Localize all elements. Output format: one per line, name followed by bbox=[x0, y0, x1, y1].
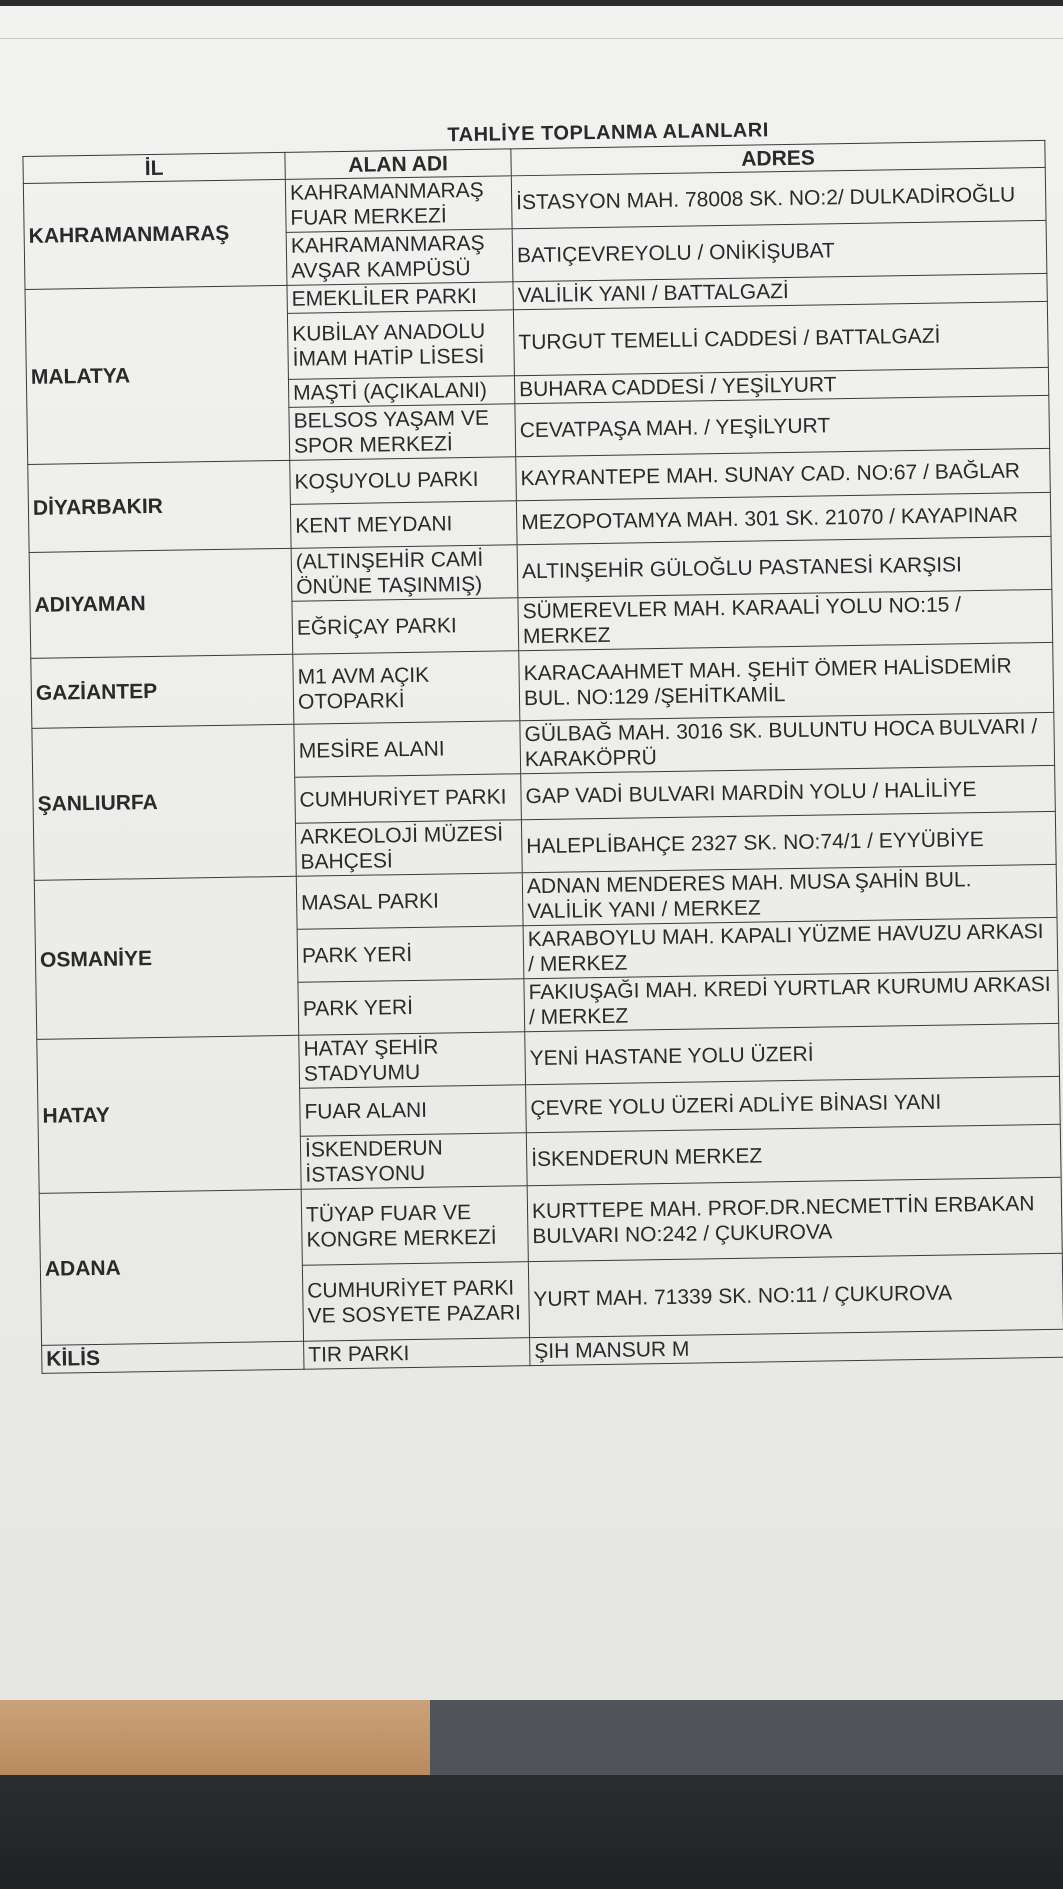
address-cell: YURT MAH. 71339 SK. NO:11 / ÇUKUROVA bbox=[528, 1253, 1063, 1337]
document bbox=[22, 114, 1063, 1374]
address-cell: GÜLBAĞ MAH. 3016 SK. BULUNTU HOCA BULVARI / KARAKÖPRÜ bbox=[520, 712, 1055, 773]
area-name-cell: TIR PARKI bbox=[304, 1338, 530, 1370]
column-header-alan-adi: ALAN ADI bbox=[285, 149, 511, 180]
area-name-cell: TÜYAP FUAR VE KONGRE MERKEZİ bbox=[301, 1186, 528, 1266]
dark-desk-surface bbox=[430, 1700, 1063, 1775]
province-cell: GAZİANTEP bbox=[31, 654, 294, 728]
province-cell: ADIYAMAN bbox=[29, 548, 293, 658]
address-cell: İSKENDERUN MERKEZ bbox=[526, 1124, 1061, 1185]
address-cell: CEVATPAŞA MAH. / YEŞİLYURT bbox=[515, 395, 1050, 456]
area-name-cell: M1 AVM AÇIK OTOPARKİ bbox=[293, 651, 520, 725]
province-cell: HATAY bbox=[37, 1035, 301, 1193]
area-name-cell: EMEKLİLER PARKI bbox=[287, 282, 513, 314]
address-cell: BATIÇEVREYOLU / ONİKİŞUBAT bbox=[512, 220, 1047, 281]
province-cell: OSMANİYE bbox=[34, 876, 298, 1039]
province-cell: ADANA bbox=[39, 1189, 303, 1345]
province-cell: ŞANLIURFA bbox=[32, 724, 296, 880]
area-name-cell: MASAL PARKI bbox=[296, 873, 523, 930]
province-cell: MALATYA bbox=[25, 285, 290, 464]
area-name-cell: MESİRE ALANI bbox=[294, 721, 521, 778]
area-name-cell: ARKEOLOJİ MÜZESİ BAHÇESİ bbox=[295, 820, 522, 877]
address-cell: KARACAAHMET MAH. ŞEHİT ÖMER HALİSDEMİR BUL. NO:129 /ŞEHİTKAMİL bbox=[519, 642, 1054, 720]
address-cell: TURGUT TEMELLİ CADDESİ / BATTALGAZİ bbox=[513, 301, 1048, 375]
province-cell: KİLİS bbox=[42, 1341, 304, 1373]
address-cell: İSTASYON MAH. 78008 SK. NO:2/ DULKADİROĞLU bbox=[511, 167, 1046, 228]
area-name-cell: EĞRİÇAY PARKI bbox=[292, 598, 519, 655]
wooden-surface bbox=[0, 1700, 430, 1775]
column-header-il: İL bbox=[23, 152, 285, 183]
area-name-cell: MAŞTİ (AÇIKALANI) bbox=[288, 376, 514, 408]
area-name-cell: İSKENDERUN İSTASYONU bbox=[300, 1133, 527, 1190]
area-name-cell: BELSOS YAŞAM VE SPOR MERKEZİ bbox=[289, 404, 516, 461]
address-cell: BUHARA CADDESİ / YEŞİLYURT bbox=[514, 367, 1048, 403]
area-name-cell: KENT MEYDANI bbox=[290, 501, 517, 549]
area-name-cell: PARK YERİ bbox=[297, 926, 524, 983]
assembly-areas-table bbox=[22, 140, 1063, 1374]
area-name-cell: (ALTINŞEHİR CAMİ ÖNÜNE TAŞINMIŞ) bbox=[291, 545, 518, 602]
table-body bbox=[23, 167, 1063, 1373]
paper-fold-line bbox=[0, 38, 1063, 39]
address-cell: SÜMEREVLER MAH. KARAALİ YOLU NO:15 / MERKEZ bbox=[518, 589, 1053, 650]
address-cell: MEZOPOTAMYA MAH. 301 SK. 21070 / KAYAPINAR bbox=[516, 492, 1051, 544]
province-cell: KAHRAMANMARAŞ bbox=[23, 179, 287, 289]
address-cell: HALEPLİBAHÇE 2327 SK. NO:74/1 / EYYÜBİYE bbox=[521, 811, 1056, 872]
address-cell: KURTTEPE MAH. PROF.DR.NECMETTİN ERBAKAN BULVARI NO:242 / ÇUKUROVA bbox=[527, 1177, 1062, 1261]
area-name-cell: CUMHURİYET PARKI bbox=[295, 774, 522, 824]
area-name-cell: KAHRAMANMARAŞ FUAR MERKEZİ bbox=[285, 176, 512, 233]
area-name-cell: KOŞUYOLU PARKI bbox=[290, 457, 517, 505]
area-name-cell: FUAR ALANI bbox=[300, 1085, 527, 1137]
address-cell: ŞIH MANSUR M bbox=[530, 1329, 1063, 1365]
area-name-cell: CUMHURİYET PARKI VE SOSYETE PAZARI bbox=[302, 1262, 529, 1342]
address-cell: KAYRANTEPE MAH. SUNAY CAD. NO:67 / BAĞLAR bbox=[516, 448, 1051, 500]
address-cell: KARABOYLU MAH. KAPALI YÜZME HAVUZU ARKASI / MERKEZ bbox=[523, 917, 1058, 978]
area-name-cell: PARK YERİ bbox=[298, 979, 525, 1036]
address-cell: ÇEVRE YOLU ÜZERİ ADLİYE BİNASI YANI bbox=[526, 1076, 1061, 1132]
column-header-adres: ADRES bbox=[511, 140, 1045, 175]
area-name-cell: HATAY ŞEHİR STADYUMU bbox=[299, 1032, 526, 1089]
area-name-cell: KAHRAMANMARAŞ AVŞAR KAMPÜSÜ bbox=[286, 229, 513, 286]
address-cell: ADNAN MENDERES MAH. MUSA ŞAHİN BUL. VALİLİK YANI / MERKEZ bbox=[522, 864, 1057, 925]
address-cell: VALİLİK YANI / BATTALGAZİ bbox=[513, 273, 1047, 309]
address-cell: ALTINŞEHİR GÜLOĞLU PASTANESİ KARŞISI bbox=[517, 536, 1052, 597]
address-cell: YENİ HASTANE YOLU ÜZERİ bbox=[525, 1023, 1060, 1084]
document-title: TAHLİYE TOPLANMA ALANLARI bbox=[447, 119, 769, 147]
floor-background bbox=[0, 1775, 1063, 1889]
paper-top-edge bbox=[0, 0, 1063, 6]
area-name-cell: KUBİLAY ANADOLU İMAM HATİP LİSESİ bbox=[287, 310, 514, 380]
address-cell: FAKIUŞAĞI MAH. KREDİ YURTLAR KURUMU ARKASI / MERKEZ bbox=[524, 970, 1059, 1031]
address-cell: GAP VADİ BULVARI MARDİN YOLU / HALİLİYE bbox=[521, 765, 1056, 819]
province-cell: DİYARBAKIR bbox=[28, 460, 291, 552]
